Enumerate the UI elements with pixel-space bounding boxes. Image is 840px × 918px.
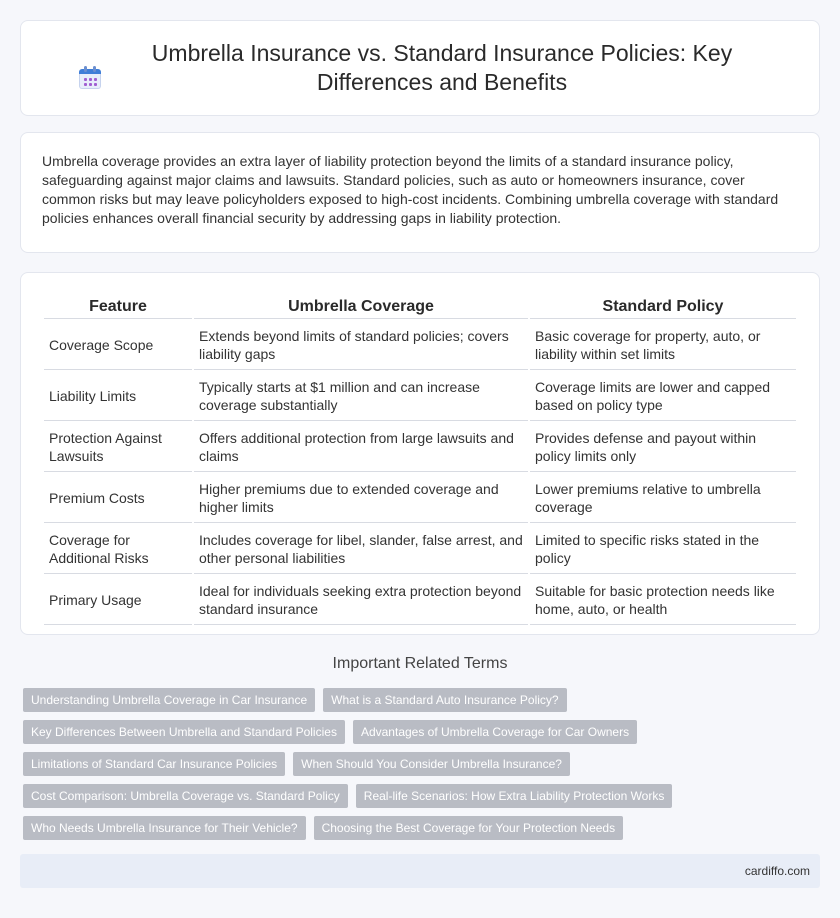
feature-cell: Coverage Scope [44, 321, 192, 370]
table-header-row [44, 295, 796, 319]
feature-cell: Primary Usage [44, 576, 192, 625]
related-term-link[interactable]: Understanding Umbrella Coverage in Car Insurance [23, 688, 315, 712]
standard-cell: Basic coverage for property, auto, or liability within set limits [530, 321, 796, 370]
related-term-link[interactable]: Advantages of Umbrella Coverage for Car Owners [353, 720, 637, 744]
standard-cell: Suitable for basic protection needs like home, auto, or health [530, 576, 796, 625]
comparison-table-card [20, 272, 820, 635]
umbrella-cell: Typically starts at $1 million and can increase coverage substantially [194, 372, 528, 421]
related-term-link[interactable]: Cost Comparison: Umbrella Coverage vs. Standard Policy [23, 784, 348, 808]
umbrella-cell: Ideal for individuals seeking extra protection beyond standard insurance [194, 576, 528, 625]
umbrella-cell: Extends beyond limits of standard policies; covers liability gaps [194, 321, 528, 370]
title-card [20, 20, 820, 116]
tag-row [23, 752, 823, 776]
calendar-icon [78, 66, 102, 90]
tag-row [23, 688, 823, 712]
feature-cell: Liability Limits [44, 372, 192, 421]
related-term-link[interactable]: When Should You Consider Umbrella Insurance? [293, 752, 570, 776]
standard-cell: Coverage limits are lower and capped based on policy type [530, 372, 796, 421]
table-row [44, 576, 796, 625]
umbrella-cell: Offers additional protection from large lawsuits and claims [194, 423, 528, 472]
umbrella-cell: Higher premiums due to extended coverage and higher limits [194, 474, 528, 523]
feature-cell: Protection Against Lawsuits [44, 423, 192, 472]
umbrella-cell: Includes coverage for libel, slander, false arrest, and other personal liabilities [194, 525, 528, 574]
related-term-link[interactable]: What is a Standard Auto Insurance Policy? [323, 688, 566, 712]
comparison-table [42, 293, 798, 627]
table-row [44, 474, 796, 523]
table-row [44, 321, 796, 370]
related-term-link[interactable]: Who Needs Umbrella Insurance for Their Vehicle? [23, 816, 306, 840]
tag-row [23, 816, 823, 840]
tag-row [23, 784, 823, 808]
header-feature: Feature [44, 295, 192, 319]
table-row [44, 525, 796, 574]
standard-cell: Lower premiums relative to umbrella coverage [530, 474, 796, 523]
header-umbrella: Umbrella Coverage [194, 295, 528, 319]
related-term-link[interactable]: Key Differences Between Umbrella and Standard Policies [23, 720, 345, 744]
footer [20, 854, 820, 888]
intro-card [20, 132, 820, 253]
page-title: Umbrella Insurance vs. Standard Insurance Policies: Key Differences and Benefits [151, 40, 733, 95]
related-term-link[interactable]: Choosing the Best Coverage for Your Protection Needs [314, 816, 624, 840]
tag-row [23, 720, 823, 744]
related-terms-list [23, 688, 823, 848]
table-row [44, 423, 796, 472]
footer-site-link[interactable]: cardiffo.com [744, 864, 810, 878]
related-term-link[interactable]: Limitations of Standard Car Insurance Policies [23, 752, 285, 776]
feature-cell: Coverage for Additional Risks [44, 525, 192, 574]
standard-cell: Limited to specific risks stated in the policy [530, 525, 796, 574]
table-row [44, 372, 796, 421]
intro-text: Umbrella coverage provides an extra layer of liability protection beyond the limits of a standard insurance policy, safeguarding against major claims and lawsuits. Standard policies, such as auto or homeowners insurance, cover common risks but may leave policyholders exposed to high-cost incidents. Combining umbrella coverage with standard policies enhances overall financial security by addressing gaps in liability protection. [42, 153, 779, 226]
feature-cell: Premium Costs [44, 474, 192, 523]
related-term-link[interactable]: Real-life Scenarios: How Extra Liability Protection Works [356, 784, 673, 808]
related-terms-title: Important Related Terms [332, 655, 508, 672]
header-standard: Standard Policy [530, 295, 796, 319]
standard-cell: Provides defense and payout within policy limits only [530, 423, 796, 472]
